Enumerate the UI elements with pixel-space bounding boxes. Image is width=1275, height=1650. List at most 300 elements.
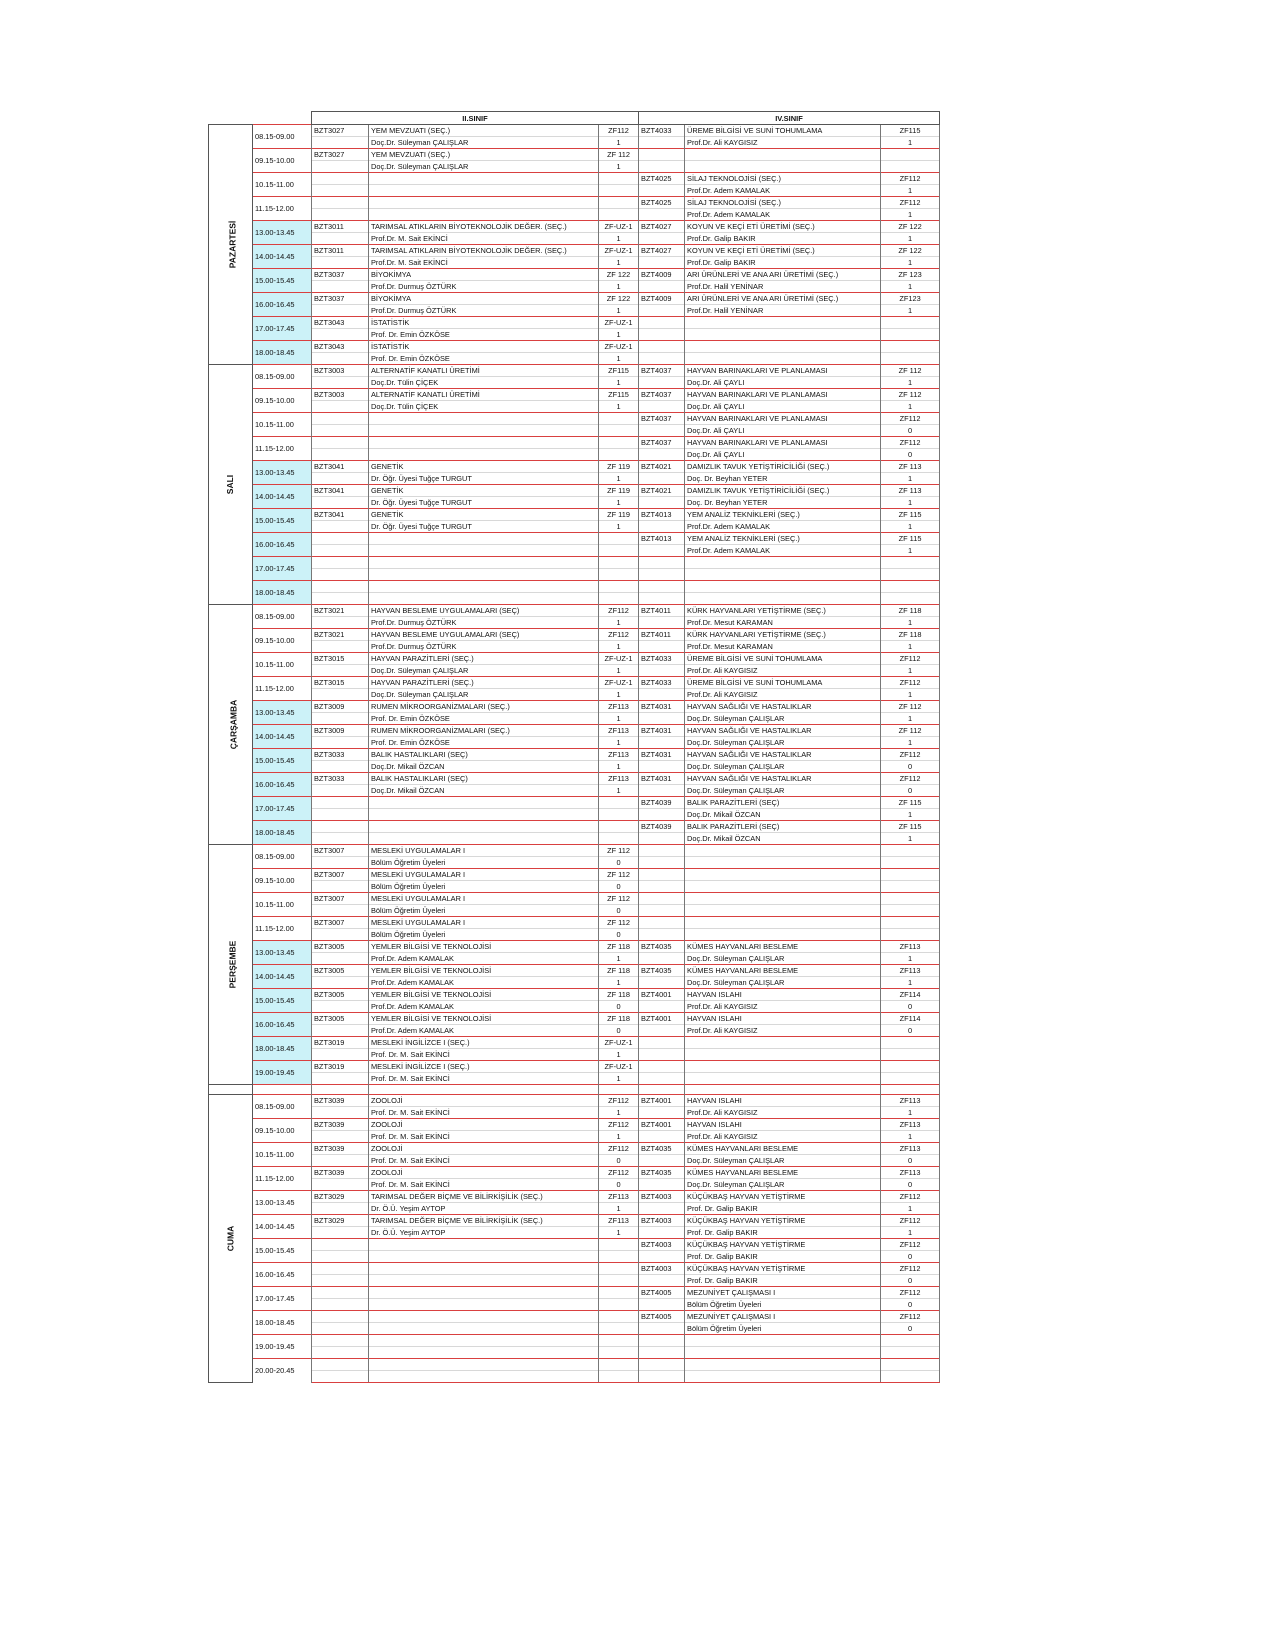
teacher-name: Bölüm Öğretim Üyeleri [369, 881, 599, 893]
time-cell: 16.00-16.45 [253, 1263, 312, 1287]
course-code: BZT4011 [639, 605, 685, 617]
slot-row [209, 893, 940, 905]
course-code: BZT3009 [312, 701, 369, 713]
course-name: BALIK HASTALIKLARI (SEÇ) [369, 773, 599, 785]
empty-cell [639, 953, 685, 965]
empty-cell [312, 401, 369, 413]
course-name: HAYVAN PARAZİTLERİ (SEÇ.) [369, 653, 599, 665]
course-name: İSTATİSTİK [369, 341, 599, 353]
group-count: 1 [881, 665, 940, 677]
group-count [881, 329, 940, 341]
group-count: 0 [599, 1001, 639, 1013]
course-code [312, 1311, 369, 1323]
teacher-row [209, 449, 940, 461]
teacher-name: Prof.Dr. Adem KAMALAK [369, 1025, 599, 1037]
teacher-row [209, 1371, 940, 1383]
group-count: 1 [599, 953, 639, 965]
slot-row [209, 293, 940, 305]
slot-row [209, 365, 940, 377]
empty-cell [639, 761, 685, 773]
room-cell: ZF 118 [881, 605, 940, 617]
room-cell: ZF115 [599, 389, 639, 401]
slot-row [209, 197, 940, 209]
time-cell: 08.15-09.00 [253, 845, 312, 869]
teacher-name [685, 1347, 881, 1359]
room-cell: ZF-UZ-1 [599, 341, 639, 353]
course-name [685, 317, 881, 329]
course-name: HAYVAN BARINAKLARI VE PLANLAMASI [685, 437, 881, 449]
teacher-name [685, 929, 881, 941]
time-cell: 17.00-17.45 [253, 557, 312, 581]
course-name: KÜMES HAYVANLARI BESLEME [685, 965, 881, 977]
group-count [599, 1251, 639, 1263]
teacher-name: Prof.Dr. Halil YENİNAR [685, 305, 881, 317]
teacher-name: Prof.Dr. Galip BAKIR [685, 233, 881, 245]
course-code: BZT3027 [312, 125, 369, 137]
course-name: ARI ÜRÜNLERİ VE ANA ARI ÜRETİMİ (SEÇ.) [685, 269, 881, 281]
room-cell: ZF-UZ-1 [599, 1061, 639, 1073]
group-count: 1 [599, 137, 639, 149]
course-name: RUMEN MİKROORGANİZMALARI (SEÇ.) [369, 725, 599, 737]
header-spacer [209, 112, 253, 125]
course-name [369, 173, 599, 185]
empty-cell [685, 1085, 881, 1095]
time-cell: 10.15-11.00 [253, 1143, 312, 1167]
group-count: 1 [881, 713, 940, 725]
teacher-name: Doç.Dr. Süleyman ÇALIŞLAR [685, 1155, 881, 1167]
room-cell [599, 1287, 639, 1299]
room-cell: ZF112 [881, 437, 940, 449]
teacher-row [209, 281, 940, 293]
course-name: BALIK PARAZİTLERİ (SEÇ) [685, 821, 881, 833]
group-count: 1 [881, 617, 940, 629]
empty-cell [312, 1049, 369, 1061]
empty-cell [639, 1049, 685, 1061]
slot-row [209, 173, 940, 185]
slot-row [209, 797, 940, 809]
teacher-name: Prof.Dr. Durmuş ÖZTÜRK [369, 305, 599, 317]
class4-heading: IV.SINIF [639, 112, 940, 125]
teacher-name: Doç.Dr. Ali ÇAYLI [685, 425, 881, 437]
group-count [881, 593, 940, 605]
empty-cell [312, 689, 369, 701]
teacher-name: Prof.Dr. Mesut KARAMAN [685, 641, 881, 653]
room-cell [881, 149, 940, 161]
teacher-row [209, 665, 940, 677]
course-code: BZT3043 [312, 317, 369, 329]
empty-cell [312, 785, 369, 797]
course-name: KÜÇÜKBAŞ HAYVAN YETİŞTİRME [685, 1215, 881, 1227]
course-name: SİLAJ TEKNOLOJİSİ (SEÇ.) [685, 173, 881, 185]
teacher-name: Prof.Dr. Adem KAMALAK [685, 209, 881, 221]
teacher-name: Dr. Öğr. Üyesi Tuğçe TURGUT [369, 521, 599, 533]
room-cell [599, 581, 639, 593]
teacher-name: Doç.Dr. Süleyman ÇALIŞLAR [369, 161, 599, 173]
teacher-name: Prof.Dr. Adem KAMALAK [685, 521, 881, 533]
teacher-name: Dr. Öğr. Üyesi Tuğçe TURGUT [369, 473, 599, 485]
course-name [685, 1037, 881, 1049]
room-cell: ZF 123 [881, 269, 940, 281]
time-cell: 13.00-13.45 [253, 701, 312, 725]
empty-cell [312, 1323, 369, 1335]
empty-cell [639, 1251, 685, 1263]
group-count: 1 [881, 545, 940, 557]
empty-cell [639, 401, 685, 413]
teacher-name: Doç.Dr. Süleyman ÇALIŞLAR [685, 953, 881, 965]
teacher-name: Prof. Dr. Galip BAKIR [685, 1275, 881, 1287]
course-name [685, 917, 881, 929]
teacher-name [369, 1371, 599, 1383]
teacher-row [209, 1347, 940, 1359]
slot-row [209, 1095, 940, 1107]
slot-row [209, 245, 940, 257]
group-count: 1 [881, 689, 940, 701]
empty-cell [639, 1203, 685, 1215]
time-cell: 15.00-15.45 [253, 749, 312, 773]
empty-cell [639, 1131, 685, 1143]
teacher-name [369, 569, 599, 581]
day-name: CUMA [225, 1225, 235, 1252]
room-cell: ZF115 [599, 365, 639, 377]
schedule-sheet [208, 111, 939, 1383]
day-label [209, 125, 253, 365]
room-cell: ZF112 [881, 1311, 940, 1323]
room-cell: ZF113 [599, 701, 639, 713]
teacher-name: Prof. Dr. M. Sait EKİNCİ [369, 1049, 599, 1061]
group-count [599, 209, 639, 221]
teacher-name [685, 905, 881, 917]
empty-cell [312, 1155, 369, 1167]
empty-cell [639, 737, 685, 749]
course-code: BZT3007 [312, 845, 369, 857]
teacher-row [209, 401, 940, 413]
room-cell: ZF 122 [599, 293, 639, 305]
empty-cell [639, 377, 685, 389]
empty-cell [599, 1085, 639, 1095]
slot-row [209, 1037, 940, 1049]
group-count: 0 [599, 1179, 639, 1191]
slot-row [209, 917, 940, 929]
teacher-name [369, 425, 599, 437]
group-count [599, 569, 639, 581]
teacher-name [369, 209, 599, 221]
course-name: BİYOKİMYA [369, 293, 599, 305]
course-code: BZT4001 [639, 1095, 685, 1107]
room-cell: ZF 112 [881, 701, 940, 713]
slot-row [209, 149, 940, 161]
course-code [312, 797, 369, 809]
course-code: BZT3011 [312, 221, 369, 233]
group-count: 1 [881, 833, 940, 845]
empty-cell [312, 593, 369, 605]
teacher-row [209, 1049, 940, 1061]
room-cell: ZF112 [881, 413, 940, 425]
empty-cell [881, 1085, 940, 1095]
teacher-name [685, 857, 881, 869]
slot-row [209, 725, 940, 737]
course-code: BZT3015 [312, 677, 369, 689]
room-cell: ZF112 [599, 125, 639, 137]
room-cell: ZF 112 [599, 869, 639, 881]
teacher-row [209, 833, 940, 845]
empty-cell [312, 809, 369, 821]
course-name [685, 581, 881, 593]
teacher-name: Prof.Dr. Adem KAMALAK [369, 977, 599, 989]
empty-cell [312, 569, 369, 581]
slot-row [209, 221, 940, 233]
teacher-name: Prof.Dr. Durmuş ÖZTÜRK [369, 281, 599, 293]
room-cell [599, 797, 639, 809]
room-cell: ZF112 [881, 773, 940, 785]
teacher-name: Dr. Ö.Ü. Yeşim AYTOP [369, 1227, 599, 1239]
teacher-row [209, 329, 940, 341]
empty-cell [312, 977, 369, 989]
course-code: BZT4021 [639, 485, 685, 497]
group-count: 1 [599, 1203, 639, 1215]
group-count: 0 [881, 1155, 940, 1167]
teacher-name: Doç.Dr. Mikail ÖZCAN [369, 761, 599, 773]
group-count: 1 [599, 1227, 639, 1239]
time-cell: 14.00-14.45 [253, 965, 312, 989]
group-count: 1 [599, 665, 639, 677]
course-code: BZT3029 [312, 1215, 369, 1227]
room-cell: ZF 112 [599, 845, 639, 857]
course-name: HAYVAN BARINAKLARI VE PLANLAMASI [685, 365, 881, 377]
group-count: 1 [599, 713, 639, 725]
empty-cell [312, 1179, 369, 1191]
course-name: HAYVAN SAĞLIĞI VE HASTALIKLAR [685, 725, 881, 737]
empty-cell [639, 449, 685, 461]
room-cell: ZF112 [881, 173, 940, 185]
teacher-name [369, 1275, 599, 1287]
time-cell: 10.15-11.00 [253, 653, 312, 677]
empty-cell [312, 1203, 369, 1215]
room-cell: ZF 118 [881, 629, 940, 641]
teacher-name: Prof.Dr. Adem KAMALAK [369, 1001, 599, 1013]
empty-cell [639, 569, 685, 581]
course-name: RUMEN MİKROORGANİZMALARI (SEÇ.) [369, 701, 599, 713]
empty-cell [312, 1073, 369, 1085]
group-count: 1 [881, 809, 940, 821]
course-code: BZT3033 [312, 749, 369, 761]
room-cell [881, 869, 940, 881]
room-cell [881, 1061, 940, 1073]
course-code: BZT4013 [639, 509, 685, 521]
time-cell: 11.15-12.00 [253, 197, 312, 221]
room-cell: ZF112 [599, 1143, 639, 1155]
group-count: 1 [881, 1107, 940, 1119]
room-cell: ZF-UZ-1 [599, 317, 639, 329]
course-code [639, 1037, 685, 1049]
room-cell [881, 1037, 940, 1049]
group-count: 0 [881, 785, 940, 797]
group-count [599, 1275, 639, 1287]
header-row [209, 112, 940, 125]
empty-cell [312, 281, 369, 293]
teacher-row [209, 1251, 940, 1263]
course-code: BZT4001 [639, 989, 685, 1001]
room-cell [881, 893, 940, 905]
teacher-name [369, 449, 599, 461]
course-code: BZT3003 [312, 365, 369, 377]
course-code [639, 869, 685, 881]
course-code: BZT4033 [639, 653, 685, 665]
teacher-row [209, 857, 940, 869]
teacher-row [209, 1299, 940, 1311]
slot-row [209, 509, 940, 521]
slot-row [209, 701, 940, 713]
course-code [312, 581, 369, 593]
time-cell: 14.00-14.45 [253, 245, 312, 269]
course-code [312, 173, 369, 185]
course-name: MESLEKİ UYGULAMALAR I [369, 869, 599, 881]
group-count: 0 [881, 1179, 940, 1191]
time-cell: 09.15-10.00 [253, 869, 312, 893]
group-count: 1 [881, 1131, 940, 1143]
slot-row [209, 1287, 940, 1299]
empty-cell [312, 185, 369, 197]
teacher-name [369, 593, 599, 605]
empty-cell [639, 1299, 685, 1311]
course-code: BZT3005 [312, 941, 369, 953]
group-count: 1 [599, 329, 639, 341]
group-count: 1 [599, 1073, 639, 1085]
empty-cell [639, 689, 685, 701]
course-name [369, 533, 599, 545]
course-name: GENETİK [369, 509, 599, 521]
course-name [369, 1287, 599, 1299]
course-name: İSTATİSTİK [369, 317, 599, 329]
course-code: BZT4037 [639, 437, 685, 449]
course-code: BZT3037 [312, 293, 369, 305]
course-code [639, 1335, 685, 1347]
empty-cell [639, 1073, 685, 1085]
time-cell: 18.00-18.45 [253, 341, 312, 365]
room-cell: ZF114 [881, 1013, 940, 1025]
group-count: 0 [881, 1299, 940, 1311]
teacher-row [209, 737, 940, 749]
slot-row [209, 437, 940, 449]
course-code: BZT3041 [312, 485, 369, 497]
course-name: BİYOKİMYA [369, 269, 599, 281]
day-separator-row [209, 1085, 940, 1095]
empty-cell [639, 1227, 685, 1239]
empty-cell [639, 641, 685, 653]
teacher-name: Doç.Dr. Süleyman ÇALIŞLAR [685, 977, 881, 989]
group-count: 1 [599, 785, 639, 797]
slot-row [209, 1119, 940, 1131]
teacher-name: Doç.Dr. Mikail ÖZCAN [685, 833, 881, 845]
course-name [369, 1335, 599, 1347]
slot-row [209, 1167, 940, 1179]
course-code [312, 821, 369, 833]
time-cell: 09.15-10.00 [253, 1119, 312, 1143]
course-name: ÜREME BİLGİSİ VE SUNİ TOHUMLAMA [685, 677, 881, 689]
group-count [881, 929, 940, 941]
empty-cell [312, 377, 369, 389]
teacher-name: Doç.Dr. Süleyman ÇALIŞLAR [685, 785, 881, 797]
group-count: 1 [599, 1107, 639, 1119]
time-cell: 18.00-18.45 [253, 821, 312, 845]
room-cell: ZF 115 [881, 797, 940, 809]
room-cell: ZF 122 [881, 245, 940, 257]
teacher-name: Doç.Dr. Süleyman ÇALIŞLAR [685, 1179, 881, 1191]
empty-cell [639, 617, 685, 629]
course-code [312, 413, 369, 425]
empty-cell [312, 713, 369, 725]
empty-cell [639, 161, 685, 173]
room-cell: ZF 113 [881, 461, 940, 473]
course-code: BZT3039 [312, 1143, 369, 1155]
time-cell-empty [253, 1085, 312, 1095]
teacher-name: Prof. Dr. M. Sait EKİNCİ [369, 1131, 599, 1143]
slot-row [209, 581, 940, 593]
group-count: 1 [599, 353, 639, 365]
course-code: BZT4031 [639, 725, 685, 737]
group-count [881, 881, 940, 893]
course-name: MESLEKİ İNGİLİZCE I (SEÇ.) [369, 1037, 599, 1049]
teacher-name [685, 353, 881, 365]
teacher-name: Prof.Dr. Halil YENİNAR [685, 281, 881, 293]
course-code: BZT4027 [639, 221, 685, 233]
group-count: 1 [881, 497, 940, 509]
room-cell: ZF112 [881, 677, 940, 689]
teacher-row [209, 377, 940, 389]
group-count: 0 [599, 857, 639, 869]
teacher-name [685, 1073, 881, 1085]
group-count: 1 [881, 521, 940, 533]
course-code [639, 581, 685, 593]
course-code: BZT4003 [639, 1191, 685, 1203]
teacher-name: Prof. Dr. Emin ÖZKÖSE [369, 737, 599, 749]
group-count [881, 1371, 940, 1383]
group-count: 1 [881, 377, 940, 389]
teacher-row [209, 1001, 940, 1013]
room-cell: ZF-UZ-1 [599, 653, 639, 665]
slot-row [209, 1311, 940, 1323]
time-cell: 15.00-15.45 [253, 509, 312, 533]
room-cell: ZF 122 [881, 221, 940, 233]
room-cell: ZF114 [881, 989, 940, 1001]
teacher-name [369, 1323, 599, 1335]
empty-cell [639, 137, 685, 149]
group-count: 1 [881, 233, 940, 245]
time-cell: 11.15-12.00 [253, 677, 312, 701]
empty-cell [639, 1085, 685, 1095]
room-cell [881, 581, 940, 593]
teacher-name: Doç.Dr. Ali ÇAYLI [685, 401, 881, 413]
course-name: YEMLER BİLGİSİ VE TEKNOLOJİSİ [369, 989, 599, 1001]
teacher-row [209, 809, 940, 821]
teacher-name: Prof. Dr. Emin ÖZKÖSE [369, 713, 599, 725]
group-count [599, 449, 639, 461]
room-cell [599, 1335, 639, 1347]
room-cell: ZF113 [881, 1143, 940, 1155]
room-cell: ZF112 [881, 749, 940, 761]
room-cell: ZF112 [881, 1191, 940, 1203]
teacher-row [209, 137, 940, 149]
room-cell [599, 437, 639, 449]
room-cell [881, 341, 940, 353]
empty-cell [639, 209, 685, 221]
course-code: BZT3005 [312, 965, 369, 977]
day-name: SALI [225, 474, 235, 495]
course-code: BZT3029 [312, 1191, 369, 1203]
course-code [639, 845, 685, 857]
day-label [209, 1095, 253, 1383]
group-count: 1 [599, 377, 639, 389]
slot-row [209, 533, 940, 545]
